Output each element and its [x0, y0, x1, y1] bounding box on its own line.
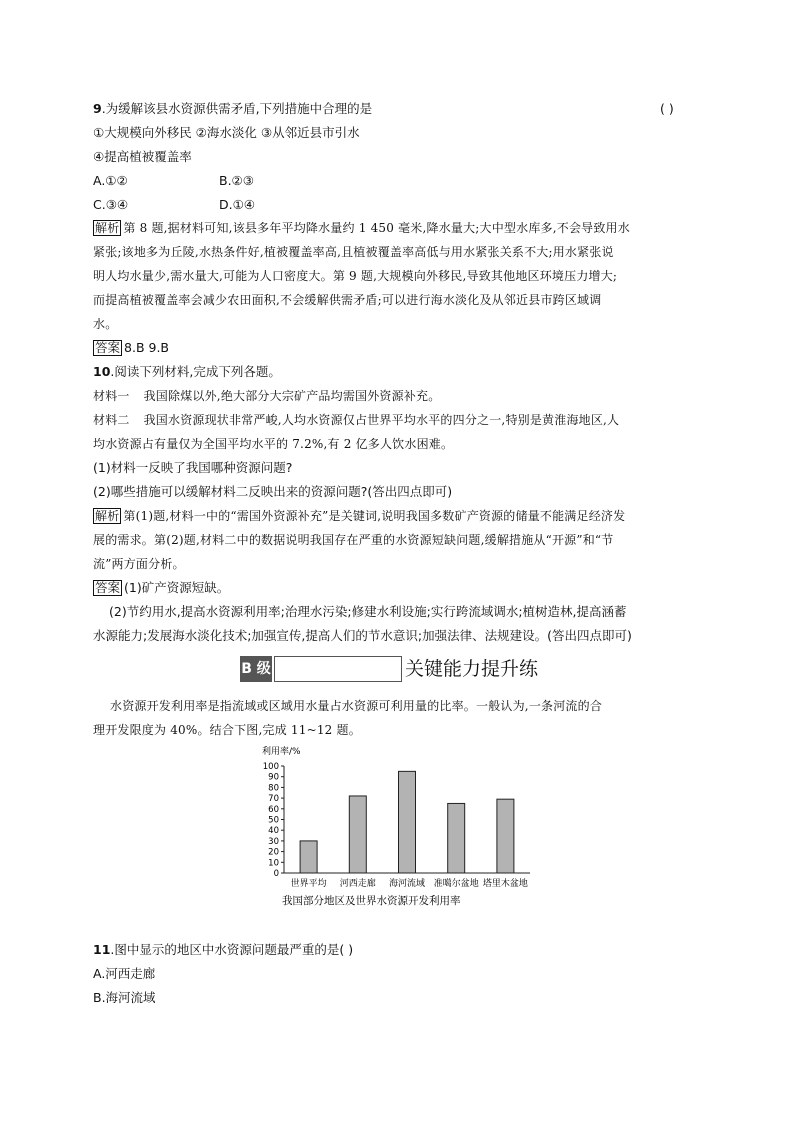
- q11-stem-text: .图中显示的地区中水资源问题最严重的是( ): [110, 942, 354, 957]
- y-tick-label: 100: [262, 762, 279, 772]
- y-tick-label: 10: [268, 858, 279, 869]
- y-tick-label: 20: [268, 847, 279, 858]
- y-tick-label: 50: [268, 815, 279, 826]
- section-b-box: [274, 656, 402, 682]
- water-utilization-chart: [240, 742, 550, 910]
- q11-option-a: A.河西走廊: [93, 966, 156, 981]
- q10-number: 10: [93, 364, 111, 379]
- x-tick-label: 准噶尔盆地: [433, 879, 479, 889]
- material-1-text: 我国除煤以外,绝大部分大宗矿产品均需国外资源补充。: [143, 389, 441, 403]
- analysis-1-line2: 紧张;该地多为丘陵,水热条件好,植被覆盖率高,且植被覆盖率高低与用水紧张关系不大;用水紧张说: [93, 245, 614, 259]
- answer-2-line2: (2)节约用水,提高水资源利用率;治理水污染;修建水利设施;实行跨流域调水;植树造林,提高涵蓄: [109, 604, 627, 619]
- y-tick-label: 30: [268, 836, 279, 847]
- material-2-text1: 我国水资源现状非常严峻,人均水资源仅占世界平均水平的四分之一,特别是黄淮海地区,人: [143, 413, 620, 427]
- q10-material-2: [93, 412, 619, 428]
- answer-1-text: 8.B 9.B: [124, 340, 169, 355]
- q9-option-a: A.①②: [93, 173, 128, 188]
- q9-stem: [93, 101, 372, 117]
- y-ticks: [263, 762, 284, 879]
- y-tick-label: 40: [268, 826, 279, 837]
- x-tick-label: 海河流域: [388, 879, 426, 889]
- bar-0: [300, 841, 317, 873]
- y-tick-label: 60: [268, 804, 279, 815]
- answer-2-line1: [93, 580, 229, 596]
- material-2-label: 材料二: [93, 413, 130, 427]
- answer-label: 答案: [95, 580, 121, 595]
- q10-sub2: (2)哪些措施可以缓解材料二反映出来的资源问题?(答出四点即可): [93, 484, 453, 499]
- q9-items-line2: ④提高植被覆盖率: [93, 149, 192, 164]
- analysis-label: 解析: [95, 221, 120, 235]
- bar-4: [497, 799, 514, 873]
- analysis-2-text1: 第(1)题,材料一中的“需国外资源补充”是关键词,说明我国多数矿产资源的储量不能满足经济发: [123, 509, 626, 523]
- bars: [300, 771, 514, 873]
- y-tick-label: 0: [273, 869, 279, 879]
- analysis-2-line1: [93, 508, 625, 524]
- section-b-badge: B 级: [240, 656, 272, 682]
- material-1-label: 材料一: [93, 389, 130, 403]
- bar-2: [399, 771, 416, 873]
- intro-line2: 理开发限度为 40%。结合下图,完成 11~12 题。: [93, 723, 361, 737]
- q10-material-1: [93, 388, 440, 404]
- analysis-1-line3: 明人均水量少,需水量大,可能为人口密度大。第 9 题,大规模向外移民,导致其他地区环境压力增大;: [93, 269, 618, 283]
- answer-1: [93, 340, 169, 356]
- intro-line1: 水资源开发利用率是指流域或区域用水量占水资源可利用量的比率。一般认为,一条河流的合: [110, 699, 603, 713]
- analysis-2-line2: 展的需求。第(2)题,材料二中的数据说明我国存在严重的水资源短缺问题,缓解措施从“开源”和“节: [93, 533, 614, 547]
- y-tick-label: 90: [268, 772, 279, 783]
- q9-answer-paren: ( ): [660, 101, 674, 116]
- q10-stem-text: .阅读下列材料,完成下列各题。: [110, 364, 281, 379]
- analysis-1-line1: [93, 220, 630, 236]
- analysis-2-line3: 流”两方面分析。: [93, 557, 185, 571]
- answer-label: 答案: [95, 340, 121, 355]
- answer-2-line3: 水源能力;发展海水淡化技术;加强宣传,提高人们的节水意识;加强法律、法规建设。(答出四点即可): [93, 628, 632, 643]
- q11-stem: [93, 942, 353, 958]
- q11-number: 11: [93, 942, 111, 957]
- x-tick-label: 塔里木盆地: [482, 879, 528, 889]
- x-tick-label: 河西走廊: [339, 879, 376, 889]
- q10-material-2-line2: 均水资源占有量仅为全国平均水平的 7.2%,有 2 亿多人饮水困难。: [93, 437, 454, 451]
- chart-caption: 我国部分地区及世界水资源开发利用率: [282, 895, 461, 907]
- q9-option-c: C.③④: [93, 197, 129, 212]
- x-tick-labels: [291, 877, 528, 889]
- analysis-1-line5: 水。: [93, 317, 118, 331]
- section-b-title: 关键能力提升练: [405, 658, 539, 680]
- analysis-label: 解析: [95, 509, 120, 523]
- q11-option-b: B.海河流域: [93, 990, 156, 1005]
- analysis-1-text1: 第 8 题,据材料可知,该县多年平均降水量约 1 450 毫米,降水量大;大中型水库多,不会导致用水: [123, 221, 630, 235]
- x-tick-label: 世界平均: [290, 879, 327, 889]
- q9-stem-text: .为缓解该县水资源供需矛盾,下列措施中合理的是: [101, 101, 373, 116]
- q10-sub1: (1)材料一反映了我国哪种资源问题?: [93, 460, 293, 475]
- q9-items-line1: ①大规模向外移民 ②海水淡化 ③从邻近县市引水: [93, 125, 360, 140]
- answer-2-text1: (1)矿产资源短缺。: [124, 580, 230, 595]
- bar-3: [448, 803, 465, 873]
- y-tick-label: 70: [268, 794, 279, 805]
- bar-1: [349, 796, 366, 873]
- analysis-1-line4: 而提高植被覆盖率会减少农田面积,不会缓解供需矛盾;可以进行海水淡化及从邻近县市跨区域调: [93, 293, 602, 307]
- q9-number: 9: [93, 101, 102, 116]
- q9-option-d: D.①④: [219, 197, 256, 212]
- q9-option-b: B.②③: [219, 173, 254, 188]
- chart-ylabel: 利用率/%: [262, 747, 301, 757]
- y-tick-label: 80: [268, 783, 279, 794]
- q10-stem: [93, 364, 281, 380]
